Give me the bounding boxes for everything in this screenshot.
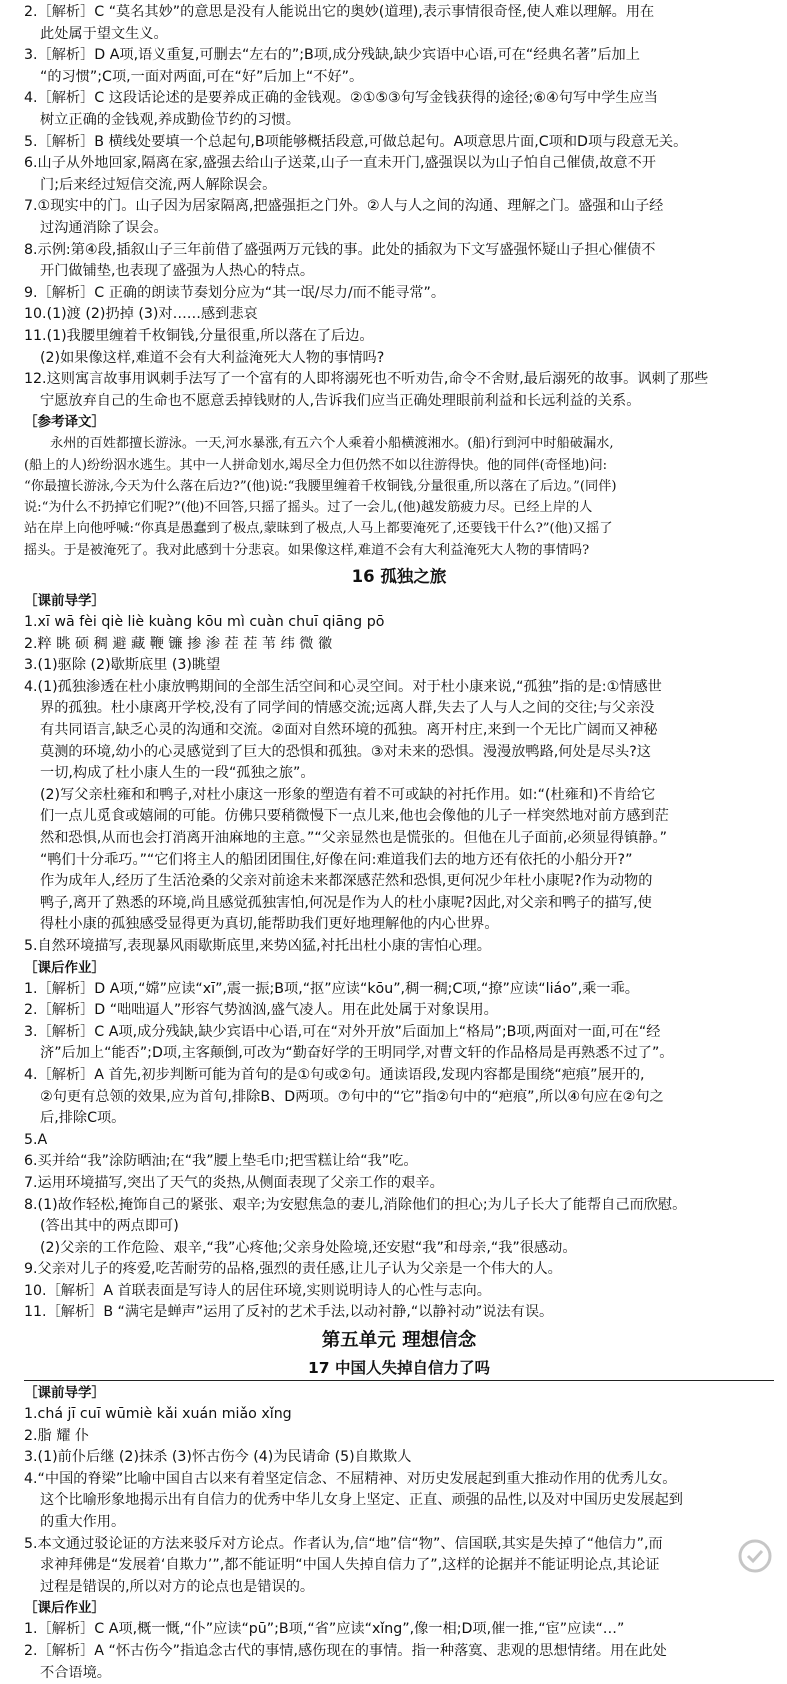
heading-pre-class-17: ［课前导学］ <box>24 1385 105 1402</box>
answer-line: 3.［解析］D A项,语义重复,可删去“左右的”;B项,成分残缺,缺少宾语中心语,可在“经典名著”后加上 <box>24 47 640 64</box>
chapter-17-title: 17 中国人失掉自信力了吗 <box>308 1359 490 1378</box>
section-homework-17 <box>24 1619 774 1684</box>
answer-line: 然和恐惧,从而也会打消离开油麻地的主意。”“父亲显然也是慌张的。但他在儿子面前,必须显得镇静。” <box>40 830 667 846</box>
answer-line: 一切,构成了杜小康人生的一段“孤独之旅”。 <box>40 765 315 782</box>
answer-line: 这个比喻形象地揭示出有自信力的优秀中华儿女身上坚定、正直、顽强的品性,以及对中国历史发展起到 <box>40 1492 683 1509</box>
answer-line: 6.买并给“我”涂防晒油;在“我”腰上垫毛巾;把雪糕让给“我”吃。 <box>24 1153 418 1170</box>
translation-line: “你最擅长游泳,今天为什么落在后边?”(他)说:“我腰里缠着千枚铜钱,分量很重,所以落在了后边。”(同伴) <box>24 478 617 494</box>
answer-line: 此处属于望文生义。 <box>40 25 168 42</box>
answer-line: 5.A <box>24 1131 48 1148</box>
answer-line: “的习惯”;C项,一面对两面,可在“好”后加上“不好”。 <box>40 68 364 85</box>
answer-line: 界的孤独。杜小康离开学校,没有了同学间的情感交流;远离人群,失去了人与人之间的交往;与父亲没 <box>40 700 655 717</box>
answer-line: 4.(1)孤独渗透在杜小康放鸭期间的全部生活空间和心灵空间。对于杜小康来说,“孤独”指的是:①情感世 <box>24 678 662 695</box>
answer-line: 3.［解析］C A项,成分残缺,缺少宾语中心语,可在“对外开放”后面加上“格局”;B项,两面对一面,可在“经 <box>24 1023 661 1040</box>
answer-line: 1.chá jī cuī wūmiè kǎi xuán miǎo xǐng <box>24 1406 292 1423</box>
watermark-logo <box>627 1534 777 1596</box>
answer-line: “鸭们十分乖巧。”“它们将主人的船团团围住,好像在问:难道我们去的地方还有依托的小船分开?” <box>40 851 633 868</box>
divider-rule <box>24 1380 774 1381</box>
answer-line: 鸭子,离开了熟悉的环境,尚且感觉孤独害怕,何况是作为人的杜小康呢?因此,对父亲和鸭子的描写,使 <box>40 894 652 911</box>
answer-line: 2.［解析］C “莫名其妙”的意思是没有人能说出它的奥妙(道理),表示事情很奇怪,使人难以理解。用在 <box>24 4 655 20</box>
answer-line: 2.脂 耀 仆 <box>24 1427 90 1444</box>
answer-line: 3.(1)驱除 (2)歇斯底里 (3)眺望 <box>24 657 221 674</box>
answer-line: 1.［解析］D A项,“嫦”应读“xī”,震一振;B项,“抠”应读“kōu”,稠一稠;C项,“撩”应读“liáo”,乘一乖。 <box>24 980 639 997</box>
answer-line: 们一点儿觅食或嬉闹的可能。仿佛只要稍微慢下一点儿来,他也会像他的儿子一样突然地对前方感到茫 <box>40 808 669 825</box>
unit-title: 第五单元 理想信念 <box>321 1330 477 1352</box>
heading-homework-17: ［课后作业］ <box>24 1600 105 1617</box>
answer-line: (2)父亲的工作危险、艰辛,“我”心疼他;父亲身处险境,还安慰“我”和母亲,“我”很感动。 <box>40 1239 577 1256</box>
answer-line: 11.［解析］B “满宅是蝉声”运用了反衬的艺术手法,以动衬静,“以静衬动”说法有误。 <box>24 1304 554 1321</box>
answer-line: 2.粹 眺 硕 稠 避 藏 鞭 镰 掺 渗 茬 茬 苇 纬 微 徽 <box>24 635 333 652</box>
answer-line: ②句更有总领的效果,应为首句,排除B、D两项。⑦句中的“它”指②句中的“疤痕”,所以④句应在②句之 <box>40 1088 664 1105</box>
heading-reference-translation: ［参考译文］ <box>24 414 105 431</box>
answer-line: 开门做铺垫,也表现了盛强为人热心的特点。 <box>40 263 315 280</box>
answer-line: 7.运用环境描写,突出了天气的炎热,从侧面表现了父亲工作的艰辛。 <box>24 1174 444 1191</box>
answer-line: (2)写父亲杜雍和和鸭子,对杜小康这一形象的塑造有着不可或缺的衬托作用。如:“(杜雍和)不肯给它 <box>40 786 656 803</box>
heading-homework: ［课后作业］ <box>24 959 105 976</box>
answer-line: 7.①现实中的门。山子因为居家隔离,把盛强拒之门外。②人与人之间的沟通、理解之门。盛强和山子经 <box>24 198 664 215</box>
answer-line: 11.(1)我腰里缠着千枚铜钱,分量很重,所以落在了后边。 <box>24 327 374 344</box>
answer-line: 的重大作用。 <box>40 1514 126 1531</box>
answer-line: 12.这则寓言故事用讽刺手法写了一个富有的人即将溺死也不听劝告,命令不舍财,最后溺死的故事。讽刺了那些 <box>24 371 709 388</box>
answer-line: 8.示例:第④段,插叙山子三年前借了盛强两万元钱的事。此处的插叙为下文写盛强怀疑山子担心催债不 <box>24 241 656 258</box>
answer-page <box>24 2 774 1684</box>
translation-line: 摇头。于是被淹死了。我对此感到十分悲哀。如果像这样,难道不会有大利益淹死大人物的事情吗? <box>24 542 590 558</box>
section-pre-class-16 <box>24 612 774 958</box>
answer-line: 4.［解析］C 这段话论述的是要养成正确的金钱观。②①⑤③句写金钱获得的途径;⑥④句写中学生应当 <box>24 90 658 107</box>
answer-line: 作为成年人,经历了生活沧桑的父亲对前途未来都深感茫然和恐惧,更何况少年杜小康呢?作为动物的 <box>40 873 653 890</box>
answer-line: 9.［解析］C 正确的朗读节奏划分应为“其一氓/尽力/而不能寻常”。 <box>24 284 446 301</box>
answer-line: 宁愿放弃自己的生命也不愿意丢掉钱财的人,告诉我们应当正确处理眼前利益和长远利益的关系。 <box>40 392 641 409</box>
answer-line: 不合语境。 <box>40 1664 111 1681</box>
reference-translation <box>24 433 774 561</box>
answer-line: (答出其中的两点即可) <box>40 1218 179 1235</box>
answer-line: 5.［解析］B 横线处要填一个总起句,B项能够概括段意,可做总起句。A项意思片面,C项和D项与段意无关。 <box>24 133 688 150</box>
translation-line: 永州的百姓都擅长游泳。一天,河水暴涨,有五六个人乘着小船横渡湘水。(船)行到河中时船破漏水, <box>50 436 614 452</box>
section-homework-16 <box>24 979 774 1325</box>
heading-pre-class: ［课前导学］ <box>24 593 105 610</box>
answer-line: 5.本文通过驳论证的方法来驳斥对方论点。作者认为,信“地”信“物”、信国联,其实是失掉了“他信力”,而 <box>24 1535 663 1552</box>
chapter-16-title: 16 孤独之旅 <box>351 567 447 587</box>
answer-line: 莫测的环境,幼小的心灵感觉到了巨大的恐惧和孤独。③对未来的恐惧。漫漫放鸭路,何处是尽头?这 <box>40 743 651 760</box>
answer-line: 济”后加上“能否”;D项,主客颠倒,可改为“勤奋好学的王明同学,对曹文轩的作品格局是再熟悉不过了”。 <box>40 1045 674 1062</box>
answer-line: 1.xī wā fèi qiè liè kuàng kōu mì cuàn chuī qiāng pō <box>24 614 385 631</box>
answer-line: (2)如果像这样,难道不会有大利益淹死大人物的事情吗? <box>40 349 385 366</box>
answer-line: 树立正确的金钱观,养成勤俭节约的习惯。 <box>40 111 300 128</box>
answer-line: 门;后来经过短信交流,两人解除误会。 <box>40 176 277 193</box>
answer-line: 后,排除C项。 <box>40 1110 126 1127</box>
answer-line: 4.［解析］A 首先,初步判断可能为首句的是①句或②句。通读语段,发现内容都是围绕“疤痕”展开的, <box>24 1066 645 1083</box>
translation-line: 站在岸上向他呼喊:“你真是愚蠢到了极点,蒙昧到了极点,人马上都要淹死了,还要钱干什么?”(他)又摇了 <box>24 521 613 537</box>
answer-line: 过沟通消除了误会。 <box>40 219 168 236</box>
answer-line: 10.(1)渡 (2)扔掉 (3)对……感到悲哀 <box>24 306 258 323</box>
answer-line: 8.(1)故作轻松,掩饰自己的紧张、艰辛;为安慰焦急的妻儿,消除他们的担心;为儿子长大了能帮自己而欣慰。 <box>24 1196 687 1213</box>
answer-line: 5.自然环境描写,表现暴风雨歇斯底里,来势凶猛,衬托出杜小康的害怕心理。 <box>24 937 491 954</box>
answer-line: 2.［解析］A “怀古伤今”指追念古代的事情,感伤现在的事情。指一种落寞、悲观的思想情绪。用在此处 <box>24 1643 667 1659</box>
answer-line: 3.(1)前仆后继 (2)抹杀 (3)怀古伤今 (4)为民请命 (5)自欺欺人 <box>24 1449 412 1466</box>
answer-line: 6.山子从外地回家,隔离在家,盛强去给山子送菜,山子一直未开门,盛强误以为山子怕自己催债,故意不开 <box>24 155 656 172</box>
answer-line: 9.父亲对儿子的疼爱,吃苦耐劳的品格,强烈的责任感,让儿子认为父亲是一个伟大的人。 <box>24 1261 562 1278</box>
answer-line: 1.［解析］C A项,概一慨,“仆”应读“pū”;B项,“省”应读“xǐng”,像一相;D项,催一推,“宦”应读“…” <box>24 1621 625 1638</box>
answer-line: 2.［解析］D “咄咄逼人”形容气势汹汹,盛气凌人。用在此处属于对象误用。 <box>24 1002 498 1019</box>
answer-line: 过程是错误的,所以对方的论点也是错误的。 <box>40 1578 315 1595</box>
answer-line: 10.［解析］A 首联表面是写诗人的居住环境,实则说明诗人的心性与志向。 <box>24 1282 491 1299</box>
section-lesson15-answers <box>24 2 774 412</box>
translation-line: (船上的人)纷纷泅水逃生。其中一人拼命划水,竭尽全力但仍然不如以往游得快。他的同伴(奇怪地)问: <box>24 457 608 473</box>
answer-line: 4.“中国的脊梁”比喻中国自古以来有着坚定信念、不屈精神、对历史发展起到重大推动作用的优秀儿女。 <box>24 1470 677 1487</box>
translation-line: 说:“为什么不扔掉它们呢?”(他)不回答,只摇了摇头。过了一会儿,(他)越发筋疲力尽。已经上岸的人 <box>24 500 593 516</box>
answer-line: 求神拜佛是“发展着‘自欺力’”,都不能证明“中国人失掉自信力了”,这样的论据并不能证明论点,其论证 <box>40 1557 660 1574</box>
answer-line: 得杜小康的孤独感受显得更为真切,能帮助我们更好地理解他的内心世界。 <box>40 916 499 933</box>
answer-line: 有共同语言,缺乏心灵的沟通和交流。②面对自然环境的孤独。离开村庄,来到一个无比广阔而又神秘 <box>40 722 658 739</box>
